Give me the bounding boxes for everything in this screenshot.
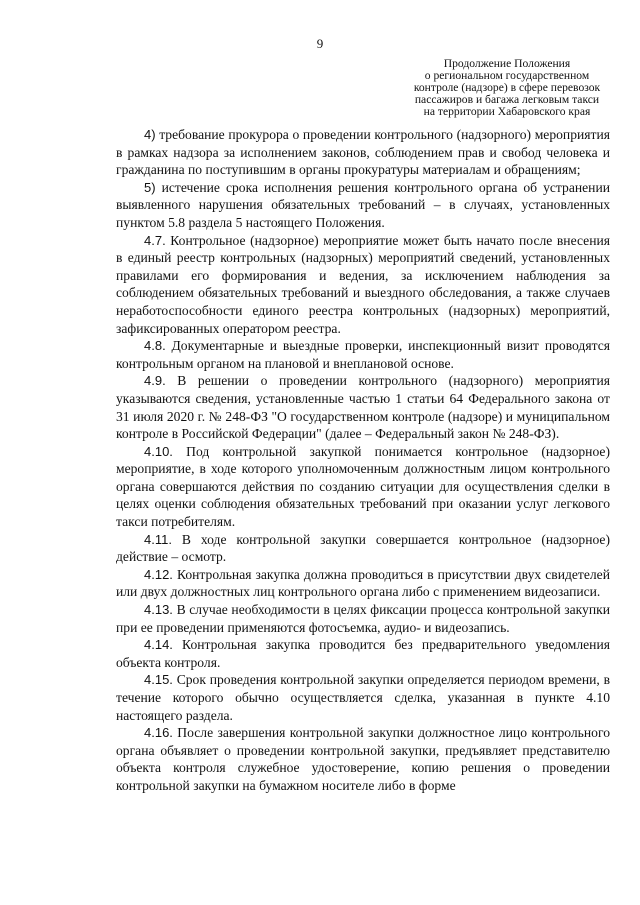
page-number: 9 bbox=[316, 36, 324, 51]
paragraph-4-15 bbox=[116, 671, 610, 724]
paragraph-number: 4.15. bbox=[144, 672, 173, 688]
paragraph-4-13 bbox=[116, 601, 610, 636]
paragraph-number: 4.8. bbox=[144, 338, 166, 354]
paragraph-text: В ходе контрольной закупки совершается контрольное (надзорное) действие – осмотр. bbox=[116, 531, 610, 565]
paragraph-4-10 bbox=[116, 443, 610, 531]
paragraph-item-5 bbox=[116, 179, 610, 232]
paragraph-text: Срок проведения контрольной закупки определяется периодом времени, в течение которого обычно осуществляется сделка, указанная в пункте 4.10 настоящего раздела. bbox=[116, 672, 610, 723]
paragraph-number: 4.9. bbox=[144, 373, 166, 389]
paragraph-4-7 bbox=[116, 232, 610, 338]
paragraph-text: В решении о проведении контрольного (надзорного) мероприятия указываются сведения, установленные частью 1 статьи 64 Федерального закона от 31 июля 2020 г. № 248-ФЗ "О государственном контроле (надзоре) и муниципальном контроле в Российской Федерации" (далее – Федеральный закон № 248-ФЗ). bbox=[116, 373, 610, 442]
paragraph-text: Контрольная закупка должна проводиться в присутствии двух свидетелей или двух должностных лиц контрольного органа либо с применением видеозаписи. bbox=[116, 566, 610, 600]
paragraph-number: 4.12. bbox=[144, 566, 173, 582]
header-line: пассажиров и багажа легковым такси bbox=[414, 93, 600, 106]
paragraph-4-14 bbox=[116, 636, 610, 671]
paragraph-4-16 bbox=[116, 724, 610, 794]
paragraph-number: 4.11. bbox=[144, 531, 172, 547]
paragraph-4-8 bbox=[116, 337, 610, 372]
paragraph-number: 4.10. bbox=[144, 443, 173, 459]
paragraph-number: 4.7. bbox=[144, 232, 166, 248]
header-line: на территории Хабаровского края bbox=[423, 105, 591, 118]
paragraph-text: В случае необходимости в целях фиксации процесса контрольной закупки при ее проведении применяются фотосъемка, аудио- и видеозапись. bbox=[116, 602, 610, 635]
paragraph-text: Документарные и выездные проверки, инспекционный визит проводятся контрольным органом на плановой и внеплановой основе. bbox=[116, 338, 610, 371]
header-line: Продолжение Положения bbox=[443, 57, 571, 70]
paragraph-number: 5) bbox=[144, 179, 156, 195]
paragraph-text: После завершения контрольной закупки должностное лицо контрольного органа объявляет о проведении контрольной закупки, предъявляет представителю объекта контроля служебное удостоверение, копию решения о проведении контрольной закупки на бумажном носителе либо в форме bbox=[116, 725, 610, 793]
header-line: о региональном государственном bbox=[424, 69, 590, 82]
paragraph-text: Контрольная закупка проводится без предварительного уведомления объекта контроля. bbox=[116, 637, 610, 670]
paragraph-4-12 bbox=[116, 566, 610, 601]
paragraph-number: 4) bbox=[144, 127, 156, 142]
paragraph-text: требование прокурора о проведении контрольного (надзорного) мероприятия в рамках надзора за исполнением законов, соблюдением прав и свобод человека и гражданина по поступившим в органы прокуратуры материалам и обращениям; bbox=[116, 127, 610, 178]
paragraph-item-4 bbox=[116, 126, 610, 179]
document-body bbox=[116, 126, 610, 795]
paragraph-number: 4.16. bbox=[144, 725, 173, 741]
paragraph-text: Контрольное (надзорное) мероприятие может быть начато после внесения в единый реестр контрольных (надзорных) мероприятий сведений, установленных правилами его формирования и ведения, за исключением наблюдения за соблюдением обязательных требований и выездного обследования, а также случаев неработоспособности единого реестра контрольных (надзорных) мероприятий, зафиксированных оператором реестра. bbox=[116, 232, 610, 336]
document-continuation-header bbox=[402, 58, 612, 118]
paragraph-4-11 bbox=[116, 531, 610, 566]
paragraph-4-9 bbox=[116, 372, 610, 442]
paragraph-text: истечение срока исполнения решения контрольного органа об устранении выявленного нарушения обязательных требований – в случаях, установленных пунктом 5.8 раздела 5 настоящего Положения. bbox=[116, 179, 610, 230]
paragraph-number: 4.13. bbox=[144, 602, 173, 618]
paragraph-number: 4.14. bbox=[144, 637, 173, 653]
paragraph-text: Под контрольной закупкой понимается контрольное (надзорное) мероприятие, в ходе которого уполномоченным должностным лицом контрольного органа совершаются действия по созданию ситуации для осуществления сделки в целях оценки соблюдения обязательных требований при оказании услуг легкового такси потребителям. bbox=[116, 443, 610, 530]
header-line: контроле (надзоре) в сфере перевозок bbox=[413, 81, 601, 94]
